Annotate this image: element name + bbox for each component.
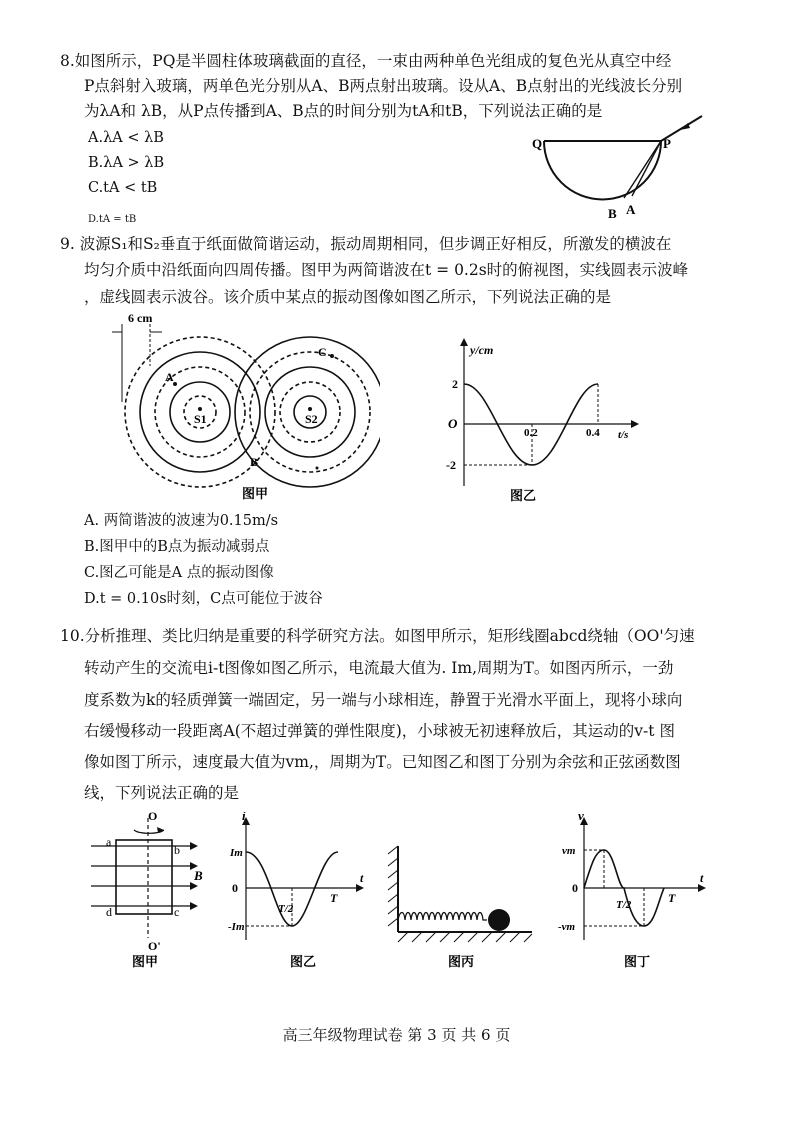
q9-figure-yi <box>440 336 640 506</box>
q9-yi-t2: 0.4 <box>586 427 600 439</box>
q10-line-5: 像如图丁所示，速度最大值为vm,，周期为T。已知图乙和图丁分别为余弦和正弦函数图 <box>84 753 681 771</box>
q9-line-3: ，虚线圆表示波谷。该介质中某点的振动图像如图乙所示，下列说法正确的是 <box>84 288 612 306</box>
q9-yi-t1: 0.2 <box>524 427 538 439</box>
q8-semicircle-arc <box>544 141 661 199</box>
q9-label-b: B <box>250 455 259 469</box>
q10-figure-yi <box>228 812 378 972</box>
q10-spring <box>398 913 487 921</box>
q10-fig-jia-caption: 图甲 <box>132 954 159 969</box>
q10-ding-xlabel: t <box>700 871 704 885</box>
q10-line-3: 度系数为k的轻质弹簧一端固定，另一端与小球相连，静置于光滑水平面上，现将小球向 <box>84 691 683 709</box>
q9-label-c: C <box>318 345 327 359</box>
q8-line-2: P点斜射入玻璃，两单色光分别从A、B两点射出玻璃。设从A、B点射出的光线波长分别 <box>84 77 683 95</box>
q8-label-b: B <box>608 206 617 220</box>
q9-yi-origin: O <box>448 416 458 431</box>
q10-figure-bing <box>386 840 536 975</box>
q10-line-6: 线，下列说法正确的是 <box>84 784 240 802</box>
q9-yi-ytop: 2 <box>452 377 458 391</box>
q10-jia-label-c: c <box>174 905 180 919</box>
q10-jia-label-b: b <box>174 843 180 857</box>
q9-yi-xlabel: t/s <box>618 429 629 441</box>
q9-fig-jia-caption: 图甲 <box>242 486 269 501</box>
q10-jia-label-field: B <box>194 868 203 883</box>
q9-figure-jia <box>110 306 380 506</box>
q10-line-2: 转动产生的交流电i-t图像如图乙所示，电流最大值为. Im,周期为T。如图丙所示，一劲 <box>84 659 674 677</box>
q8-ray-to-b <box>624 141 661 198</box>
q10-ding-half: T/2 <box>616 899 632 911</box>
q8-option-a: A.λA < λB <box>88 130 164 146</box>
q9-line-1: 9. 波源S₁和S₂垂直于纸面做简谐运动，振动周期相同，但步调正好相反，所激发的横波在 <box>60 235 672 253</box>
q8-ray-to-a <box>632 141 661 196</box>
q10-jia-label-o-prime: O' <box>148 939 161 953</box>
q9-option-d: D.t = 0.10s时刻，C点可能位于波谷 <box>84 591 323 607</box>
q9-label-s1: S1 <box>194 412 207 426</box>
q10-yi-top: Im <box>230 847 243 859</box>
q10-figure-ding <box>556 812 716 972</box>
q10-yi-t: T <box>330 891 338 905</box>
q10-line-1: 10.分析推理、类比归纳是重要的科学研究方法。如图甲所示，矩形线圈abcd绕轴（OO'匀速 <box>60 627 695 645</box>
q10-jia-label-o: O <box>148 809 158 823</box>
q10-yi-ylabel: i <box>242 812 246 823</box>
q10-ding-ylabel: v <box>578 812 584 823</box>
q10-ding-top: vm <box>562 845 576 857</box>
q9-option-b: B.图甲中的B点为振动减弱点 <box>84 539 270 555</box>
q10-ding-origin: 0 <box>572 881 578 895</box>
q9-option-a: A. 两简谐波的波速为0.15m/s <box>84 513 279 529</box>
q10-fig-yi-caption: 图乙 <box>290 954 317 969</box>
q9-yi-ylabel: y/cm <box>470 343 494 357</box>
q10-yi-origin: 0 <box>232 881 238 895</box>
q9-yi-ybottom: -2 <box>446 458 456 472</box>
page-footer: 高三年级物理试卷 第 3 页 共 6 页 <box>282 1026 511 1044</box>
q10-ding-bottom: -vm <box>558 921 576 933</box>
q10-figure-jia <box>86 808 216 978</box>
q8-label-a: A <box>626 202 636 217</box>
q9-line-2: 均匀介质中沿纸面向四周传播。图甲为两简谐波在t = 0.2s时的俯视图，实线圆表示波峰 <box>84 261 689 279</box>
q10-ball <box>488 909 510 931</box>
q10-yi-xlabel: t <box>360 871 364 885</box>
q8-line-1: 8.如图所示，PQ是半圆柱体玻璃截面的直径，一束由两种单色光组成的复色光从真空中经 <box>60 52 672 70</box>
q9-label-a: A <box>165 370 174 384</box>
q8-line-3: 为λA和 λB，从P点传播到A、B点的时间分别为tA和tB，下列说法正确的是 <box>84 102 603 120</box>
q8-label-q: Q <box>532 136 543 151</box>
q8-option-c: C.tA < tB <box>88 180 158 196</box>
q8-semicircle-figure <box>530 108 710 220</box>
q10-ding-t: T <box>668 891 676 905</box>
q9-fig-yi-caption: 图乙 <box>510 488 537 503</box>
q10-fig-ding-caption: 图丁 <box>624 954 651 969</box>
q8-label-p: P <box>663 136 671 151</box>
q10-jia-label-d: d <box>106 905 112 919</box>
q10-fig-bing-caption: 图丙 <box>448 954 475 969</box>
q9-scale-label: 6 cm <box>128 311 153 325</box>
q10-jia-label-a: a <box>106 835 112 849</box>
q9-option-c: C.图乙可能是A 点的振动图像 <box>84 565 274 581</box>
q8-option-b: B.λA > λB <box>88 155 165 171</box>
q8-option-d: D.tA = tB <box>88 214 137 225</box>
q10-line-4: 右缓慢移动一段距离A(不超过弹簧的弹性限度)，小球被无初速释放后，其运动的v-t 图 <box>84 722 675 740</box>
q10-yi-bottom: -Im <box>228 921 245 933</box>
q9-label-s2: S2 <box>305 412 318 426</box>
q10-yi-half: T/2 <box>278 903 294 915</box>
